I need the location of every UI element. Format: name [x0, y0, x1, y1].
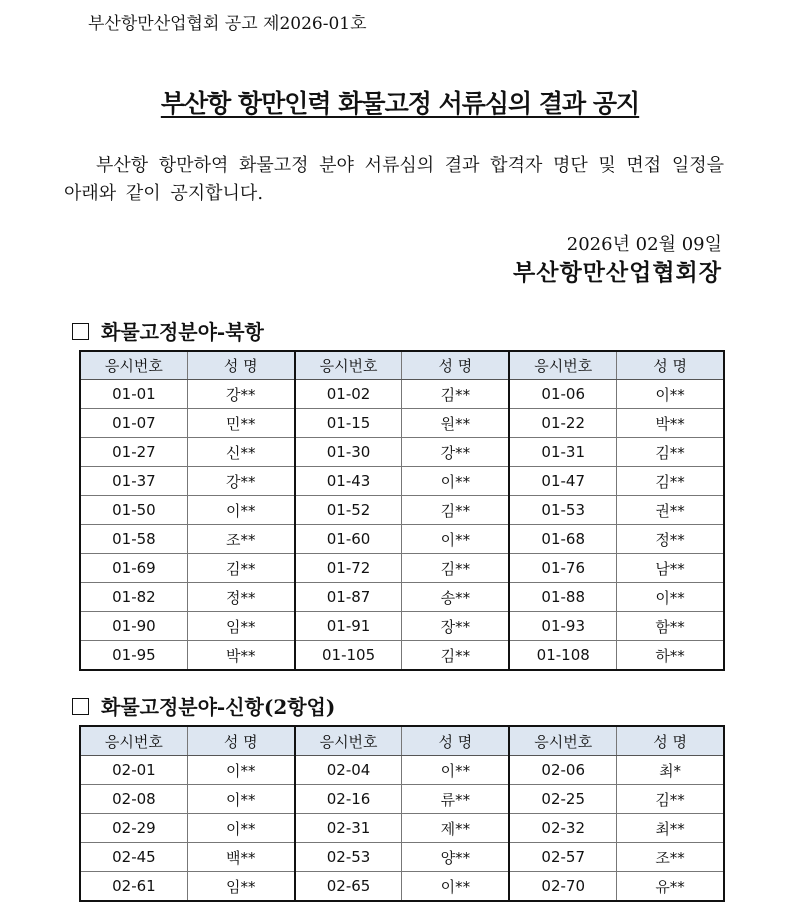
applicant-name: 양** — [402, 843, 509, 872]
applicant-number: 01-60 — [295, 525, 402, 554]
header-name: 성 명 — [617, 726, 724, 756]
applicant-number: 01-93 — [509, 612, 616, 641]
applicant-name: 이** — [402, 872, 509, 902]
applicant-name: 정** — [187, 583, 294, 612]
applicant-name: 송** — [402, 583, 509, 612]
notice-date: 2026년 02월 09일 — [566, 234, 722, 255]
applicant-name: 김** — [402, 496, 509, 525]
table-row — [80, 467, 724, 496]
applicant-name: 하** — [617, 641, 724, 671]
notice-number: 부산항만산업협회 공고 제2026-01호 — [88, 14, 367, 34]
applicant-name: 민** — [187, 409, 294, 438]
applicant-name: 최* — [617, 756, 724, 785]
applicant-name: 김** — [617, 438, 724, 467]
table-row — [80, 409, 724, 438]
header-name: 성 명 — [402, 351, 509, 380]
header-number: 응시번호 — [509, 726, 616, 756]
applicant-name: 이** — [617, 380, 724, 409]
applicant-name: 장** — [402, 612, 509, 641]
applicant-number: 01-31 — [509, 438, 616, 467]
header-number: 응시번호 — [509, 351, 616, 380]
table-row — [80, 583, 724, 612]
table-row — [80, 525, 724, 554]
signer: 부산항만산업협회장 — [513, 259, 722, 286]
applicant-number: 01-72 — [295, 554, 402, 583]
applicant-number: 01-01 — [80, 380, 187, 409]
applicant-number: 01-50 — [80, 496, 187, 525]
applicant-number: 02-16 — [295, 785, 402, 814]
applicant-number: 01-53 — [509, 496, 616, 525]
applicant-name: 류** — [402, 785, 509, 814]
applicant-number: 01-47 — [509, 467, 616, 496]
applicant-number: 01-90 — [80, 612, 187, 641]
applicant-name: 유** — [617, 872, 724, 902]
table-row — [80, 438, 724, 467]
applicant-name: 이** — [187, 756, 294, 785]
table-row — [80, 872, 724, 902]
table-row — [80, 641, 724, 671]
applicant-name: 김** — [617, 785, 724, 814]
applicant-number: 01-91 — [295, 612, 402, 641]
applicant-name: 김** — [402, 380, 509, 409]
applicant-number: 01-30 — [295, 438, 402, 467]
table-row — [80, 814, 724, 843]
table-row — [80, 785, 724, 814]
applicant-number: 01-06 — [509, 380, 616, 409]
applicant-name: 강** — [402, 438, 509, 467]
applicant-number: 01-95 — [80, 641, 187, 671]
applicant-name: 제** — [402, 814, 509, 843]
table-header-row — [80, 351, 724, 380]
applicant-number: 02-08 — [80, 785, 187, 814]
applicant-name: 강** — [187, 467, 294, 496]
applicant-number: 02-29 — [80, 814, 187, 843]
applicant-name: 이** — [187, 785, 294, 814]
header-name: 성 명 — [402, 726, 509, 756]
applicant-name: 원** — [402, 409, 509, 438]
applicant-number: 02-61 — [80, 872, 187, 902]
results-table-sinhang — [79, 725, 725, 902]
applicant-number: 01-37 — [80, 467, 187, 496]
applicant-number: 01-52 — [295, 496, 402, 525]
applicant-number: 02-65 — [295, 872, 402, 902]
checkbox-square-icon — [72, 698, 89, 715]
page-title — [0, 84, 800, 120]
table-row — [80, 496, 724, 525]
applicant-number: 02-04 — [295, 756, 402, 785]
results-table-bukhang — [79, 350, 725, 671]
applicant-number: 01-87 — [295, 583, 402, 612]
applicant-number: 02-53 — [295, 843, 402, 872]
applicant-number: 02-31 — [295, 814, 402, 843]
applicant-number: 01-22 — [509, 409, 616, 438]
table-row — [80, 554, 724, 583]
page-title-text: 부산항 항만인력 화물고정 서류심의 결과 공지 — [160, 89, 640, 118]
table-row — [80, 843, 724, 872]
applicant-name: 이** — [402, 467, 509, 496]
notice-body: 부산항 항만하역 화물고정 분야 서류심의 결과 합격자 명단 및 면접 일정을 아래와 같이 공지합니다. — [64, 155, 724, 204]
section-heading-sinhang — [72, 691, 335, 720]
applicant-number: 01-108 — [509, 641, 616, 671]
applicant-number: 01-27 — [80, 438, 187, 467]
applicant-number: 01-02 — [295, 380, 402, 409]
applicant-name: 박** — [617, 409, 724, 438]
applicant-name: 조** — [617, 843, 724, 872]
applicant-name: 김** — [402, 641, 509, 671]
applicant-name: 임** — [187, 872, 294, 902]
header-name: 성 명 — [187, 351, 294, 380]
header-number: 응시번호 — [80, 351, 187, 380]
section-heading-text: 화물고정분야-북항 — [101, 320, 264, 344]
applicant-name: 이** — [402, 525, 509, 554]
applicant-number: 02-57 — [509, 843, 616, 872]
applicant-name: 박** — [187, 641, 294, 671]
applicant-number: 01-105 — [295, 641, 402, 671]
table-header-row — [80, 726, 724, 756]
applicant-name: 최** — [617, 814, 724, 843]
applicant-number: 01-69 — [80, 554, 187, 583]
applicant-name: 이** — [617, 583, 724, 612]
applicant-name: 임** — [187, 612, 294, 641]
applicant-number: 01-82 — [80, 583, 187, 612]
header-number: 응시번호 — [295, 351, 402, 380]
applicant-name: 김** — [617, 467, 724, 496]
header-number: 응시번호 — [80, 726, 187, 756]
table-row — [80, 612, 724, 641]
applicant-number: 02-06 — [509, 756, 616, 785]
applicant-name: 정** — [617, 525, 724, 554]
applicant-name: 이** — [187, 814, 294, 843]
applicant-name: 이** — [187, 496, 294, 525]
applicant-number: 02-32 — [509, 814, 616, 843]
applicant-number: 01-58 — [80, 525, 187, 554]
applicant-number: 01-76 — [509, 554, 616, 583]
applicant-name: 신** — [187, 438, 294, 467]
applicant-number: 02-70 — [509, 872, 616, 902]
applicant-number: 02-45 — [80, 843, 187, 872]
section-heading-bukhang — [72, 316, 264, 345]
applicant-name: 조** — [187, 525, 294, 554]
applicant-name: 이** — [402, 756, 509, 785]
table-row — [80, 756, 724, 785]
section-heading-text: 화물고정분야-신항(2항업) — [101, 695, 336, 719]
applicant-number: 01-43 — [295, 467, 402, 496]
applicant-name: 함** — [617, 612, 724, 641]
applicant-number: 01-15 — [295, 409, 402, 438]
applicant-name: 김** — [402, 554, 509, 583]
applicant-name: 김** — [187, 554, 294, 583]
applicant-number: 01-88 — [509, 583, 616, 612]
applicant-number: 01-68 — [509, 525, 616, 554]
header-name: 성 명 — [617, 351, 724, 380]
header-number: 응시번호 — [295, 726, 402, 756]
applicant-name: 권** — [617, 496, 724, 525]
checkbox-square-icon — [72, 323, 89, 340]
applicant-number: 02-01 — [80, 756, 187, 785]
applicant-name: 남** — [617, 554, 724, 583]
table-row — [80, 380, 724, 409]
applicant-number: 02-25 — [509, 785, 616, 814]
applicant-name: 백** — [187, 843, 294, 872]
applicant-name: 강** — [187, 380, 294, 409]
header-name: 성 명 — [187, 726, 294, 756]
applicant-number: 01-07 — [80, 409, 187, 438]
